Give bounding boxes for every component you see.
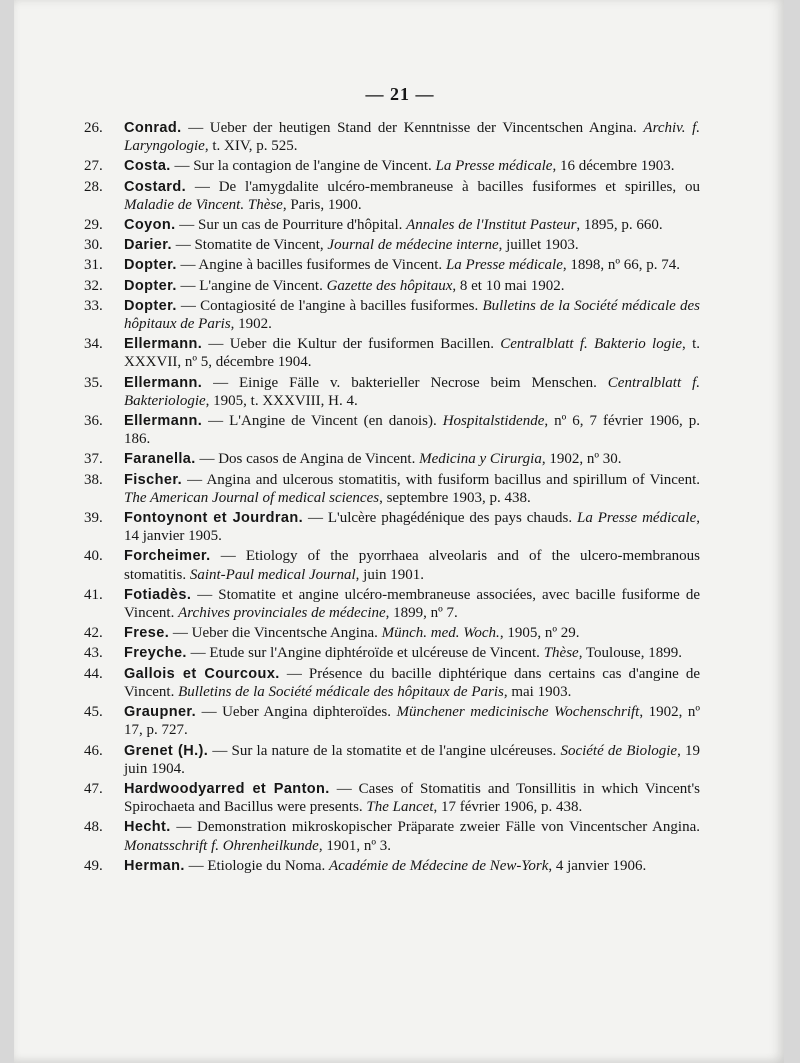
- bibliography-entry: [84, 216, 700, 234]
- entry-text: , 8 et 10 mai 1902.: [452, 277, 565, 294]
- entry-author: Frese.: [124, 625, 170, 642]
- entry-source-title: La Presse médicale: [435, 158, 553, 175]
- entry-author: Dopter.: [124, 257, 177, 274]
- entry-text: — Ueber die Kultur der fusiformen Bacillen.: [202, 336, 501, 353]
- entry-number: 34.: [84, 336, 103, 353]
- entry-text: , t. XXXVII, nº 5, décembre 1904.: [124, 336, 700, 371]
- entry-author: Graupner.: [124, 704, 197, 721]
- entry-text: — Contagiosité de l'angine à bacilles fusiformes.: [176, 297, 483, 314]
- entry-text: — L'ulcère phagédénique des pays chauds.: [303, 510, 578, 527]
- entry-author: Conrad.: [124, 120, 182, 136]
- entry-number: 27.: [84, 158, 103, 175]
- entry-text: , 1902, nº 30.: [541, 451, 622, 468]
- bibliography-entry: [84, 157, 700, 175]
- entry-author: Herman.: [124, 857, 185, 874]
- entry-source-title: Centralblatt f. Bakterio logie: [500, 336, 683, 353]
- entry-number: 33.: [84, 297, 103, 314]
- entry-number: 42.: [84, 625, 103, 642]
- entry-author: Ellermann.: [124, 374, 203, 391]
- entry-number: 26.: [84, 120, 103, 136]
- entry-author: Faranella.: [124, 451, 196, 468]
- entry-author: Costard.: [124, 178, 187, 195]
- bibliography-entry: [84, 412, 700, 448]
- entry-text: — Etiology of the pyorrhaea alveolaris and of the ulcero-membranous stomatitis.: [124, 548, 700, 583]
- entry-source-title: Maladie de Vincent. Thèse: [124, 196, 283, 213]
- entry-source-title: Bulletins de la Société médicale des hôpitaux de Paris: [178, 683, 504, 700]
- entry-text: — Ueber die Vincentsche Angina.: [169, 625, 382, 642]
- entry-source-title: Journal de médecine interne: [327, 237, 499, 254]
- entry-text: — Etiologie du Noma.: [184, 857, 329, 874]
- entry-source-title: Thèse: [543, 645, 579, 662]
- entry-source-title: Münch. med. Woch.: [381, 625, 500, 642]
- bibliography-entry: [84, 857, 700, 875]
- entry-number: 28.: [84, 178, 103, 195]
- entry-text: — Stomatite de Vincent,: [171, 237, 328, 254]
- page-number: — 21 —: [365, 84, 435, 104]
- bibliography-entry: [84, 509, 700, 545]
- entry-number: 45.: [84, 704, 103, 721]
- entry-text: — Sur la nature de la stomatite et de l'angine ulcéreuses.: [208, 742, 561, 759]
- entry-source-title: Hospitalstidende: [442, 413, 545, 430]
- bibliography-entry: [84, 703, 700, 739]
- entry-text: — Ueber Angina diphteroïdes.: [196, 704, 397, 721]
- entry-source-title: La Presse médicale: [577, 510, 697, 527]
- bibliography-entry: [84, 644, 700, 662]
- bibliography-entry: [84, 178, 700, 214]
- entry-author: Darier.: [124, 237, 172, 254]
- entry-text: , Paris, 1900.: [282, 196, 362, 213]
- bibliography-entry: [84, 374, 700, 410]
- bibliography-entry: [84, 119, 700, 155]
- entry-number: 31.: [84, 257, 103, 274]
- entry-number: 39.: [84, 510, 103, 527]
- entry-number: 40.: [84, 548, 103, 565]
- entry-number: 46.: [84, 742, 103, 759]
- entry-number: 44.: [84, 665, 103, 682]
- entry-number: 41.: [84, 586, 103, 603]
- entry-text: , 1895, p. 660.: [576, 217, 663, 234]
- entry-number: 43.: [84, 645, 103, 662]
- entry-number: 38.: [84, 471, 103, 488]
- entry-text: , 1905, nº 29.: [499, 625, 580, 642]
- entry-text: , 1898, nº 66, p. 74.: [562, 257, 681, 274]
- entry-number: 32.: [84, 277, 103, 294]
- entry-source-title: The Lancet: [366, 799, 434, 816]
- entry-text: , 19 juin 1904.: [124, 742, 701, 777]
- entry-text: — Angina and ulcerous stomatitis, with fusiform bacillus and spirillum of Vincent.: [182, 471, 700, 488]
- entry-number: 47.: [84, 780, 103, 797]
- entry-text: — Etude sur l'Angine diphtéroïde et ulcéreuse de Vincent.: [186, 645, 544, 662]
- bibliography-entry: [84, 256, 700, 274]
- entry-text: — Einige Fälle v. bakterieller Necrose beim Menschen.: [202, 374, 608, 391]
- entry-source-title: Archives provinciales de médecine: [178, 605, 386, 622]
- entry-author: Hardwoodyarred et Panton.: [124, 780, 330, 797]
- entry-author: Fischer.: [124, 471, 183, 488]
- entry-author: Ellermann.: [124, 413, 203, 430]
- entry-text: — De l'amygdalite ulcéro-membraneuse à bacilles fusiformes et spirilles, ou: [186, 178, 700, 195]
- entry-text: — Sur un cas de Pourriture d'hôpital.: [175, 217, 407, 234]
- bibliography-list: [0, 119, 800, 877]
- entry-text: — Cases of Stomatitis and Tonsillitis in which Vincent's Spirochaeta and Bacillus were presents.: [124, 780, 700, 816]
- bibliography-entry: [84, 624, 700, 642]
- entry-text: — Ueber der heutigen Stand der Kenntnisse der Vincentschen Angina.: [181, 120, 644, 136]
- entry-source-title: Saint-Paul medical Journal: [189, 566, 356, 583]
- entry-text: , 1902, nº 17, p. 727.: [124, 704, 700, 739]
- entry-author: Gallois et Courcoux.: [124, 665, 280, 682]
- entry-author: Dopter.: [124, 297, 177, 314]
- entry-text: , septembre 1903, p. 438.: [379, 489, 531, 506]
- entry-source-title: The American Journal of medical sciences: [124, 489, 380, 506]
- entry-source-title: Annales de l'Institut Pasteur: [406, 217, 577, 234]
- entry-author: Ellermann.: [124, 336, 203, 353]
- entry-source-title: Bulletins de la Société médicale des hôpitaux de Paris: [124, 297, 700, 333]
- bibliography-entry: [84, 297, 700, 333]
- entry-text: — Angine à bacilles fusiformes de Vincent.: [176, 257, 446, 274]
- entry-text: , 1902.: [230, 316, 272, 333]
- entry-text: , 1901, nº 3.: [318, 837, 391, 854]
- entry-text: — Dos casos de Angina de Vincent.: [195, 451, 420, 468]
- bibliography-entry: [84, 818, 700, 854]
- entry-author: Freyche.: [124, 645, 187, 662]
- entry-text: — Sur la contagion de l'angine de Vincent.: [170, 158, 436, 175]
- bibliography-entry: [84, 665, 700, 701]
- entry-source-title: Monatsschrift f. Ohrenheilkunde: [124, 837, 319, 854]
- entry-text: , 4 janvier 1906.: [548, 857, 647, 874]
- entry-source-title: Münchener medicinische Wochenschrift: [396, 704, 640, 721]
- bibliography-entry: [84, 742, 701, 778]
- entry-number: 48.: [84, 819, 103, 836]
- entry-text: , 17 février 1906, p. 438.: [433, 799, 583, 816]
- bibliography-entry: [84, 277, 700, 295]
- entry-author: Forcheimer.: [124, 548, 211, 565]
- bibliography-entry: [84, 471, 700, 507]
- entry-author: Grenet (H.).: [124, 742, 209, 759]
- bibliography-entry: [84, 547, 700, 583]
- entry-text: , juin 1901.: [355, 566, 424, 583]
- entry-text: — Demonstration mikroskopischer Präparate zweier Fälle von Vincentscher Angina.: [170, 819, 700, 836]
- entry-source-title: Archiv. f. Laryngologie: [124, 120, 700, 155]
- entry-text: — L'Angine de Vincent (en danois).: [202, 413, 443, 430]
- entry-author: Fotiadès.: [124, 586, 192, 603]
- entry-author: Dopter.: [124, 277, 177, 294]
- entry-author: Coyon.: [124, 217, 176, 234]
- entry-text: , juillet 1903.: [498, 237, 579, 254]
- entry-text: , 1905, t. XXXVIII, H. 4.: [205, 392, 358, 409]
- entry-number: 30.: [84, 237, 103, 254]
- bibliography-entry: [84, 450, 700, 468]
- entry-text: — Stomatite et angine ulcéro-membraneuse associées, avec bacille fusiforme de Vincent.: [124, 586, 700, 622]
- entry-text: , nº 6, 7 février 1906, p. 186.: [124, 413, 700, 448]
- bibliography-entry: [84, 335, 700, 371]
- entry-text: — L'angine de Vincent.: [176, 277, 327, 294]
- entry-number: 49.: [84, 857, 103, 874]
- entry-text: , 16 décembre 1903.: [552, 158, 675, 175]
- entry-text: , mai 1903.: [503, 683, 572, 700]
- entry-source-title: Centralblatt f. Bakteriologie: [124, 374, 700, 409]
- bibliography-entry: [84, 236, 700, 254]
- entry-number: 36.: [84, 413, 103, 430]
- entry-source-title: Société de Biologie: [560, 742, 678, 759]
- entry-source-title: Gazette des hôpitaux: [326, 277, 453, 294]
- bibliography-entry: [84, 780, 700, 816]
- entry-source-title: Medicina y Cirurgia: [419, 451, 542, 468]
- entry-source-title: Académie de Médecine de New-York: [328, 857, 549, 874]
- bibliography-entry: [84, 586, 700, 622]
- entry-number: 29.: [84, 217, 103, 234]
- entry-number: 35.: [84, 374, 103, 391]
- entry-text: — Présence du bacille diphtérique dans certains cas d'angine de Vincent.: [124, 665, 700, 700]
- entry-text: , Toulouse, 1899.: [578, 645, 682, 662]
- entry-text: , t. XIV, p. 525.: [204, 138, 298, 155]
- entry-author: Costa.: [124, 158, 171, 175]
- entry-text: , 1899, nº 7.: [385, 605, 458, 622]
- entry-text: , 14 janvier 1905.: [124, 510, 700, 545]
- entry-author: Fontoynont et Jourdran.: [124, 510, 304, 527]
- entry-author: Hecht.: [124, 819, 171, 836]
- entry-source-title: La Presse médicale: [445, 257, 563, 274]
- entry-number: 37.: [84, 451, 103, 468]
